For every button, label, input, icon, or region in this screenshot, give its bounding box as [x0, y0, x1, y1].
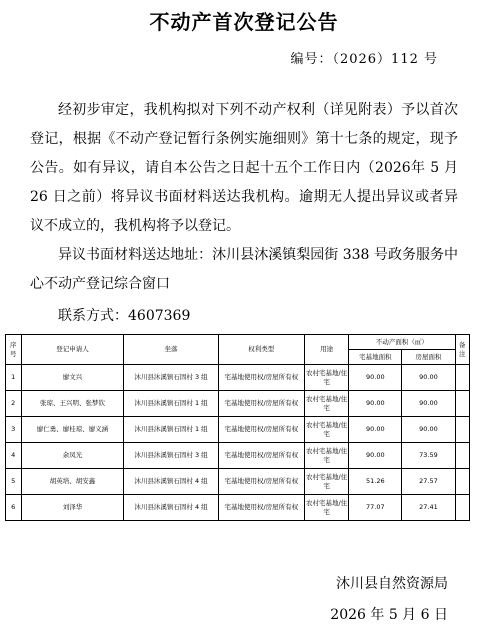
document-number: 编号：（2026）112 号 — [290, 52, 438, 67]
header-applicant: 登记申请人 — [21, 335, 124, 365]
cell-applicant: 刘泽华 — [21, 495, 124, 521]
cell-use: 农村宅基地/住宅 — [304, 417, 348, 443]
cell-right-type: 宅基地使用权/房屋所有权 — [218, 469, 304, 495]
header-remark: 备注 — [455, 335, 469, 365]
contact-info: 联系方式：4607369 — [58, 308, 191, 324]
cell-use: 农村宅基地/住宅 — [304, 443, 348, 469]
cell-index: 2 — [6, 391, 22, 417]
cell-location: 沐川县沐溪镇石固村 4 组 — [124, 469, 218, 495]
cell-remark — [455, 469, 469, 495]
cell-location: 沐川县沐溪镇石固村 3 组 — [124, 365, 218, 391]
cell-house-area: 90.00 — [402, 417, 455, 443]
cell-right-type: 宅基地使用权/房屋所有权 — [218, 443, 304, 469]
cell-applicant: 胡英培、胡安鑫 — [21, 469, 124, 495]
header-use: 用途 — [304, 335, 348, 365]
header-right-type: 权利类型 — [218, 335, 304, 365]
cell-use: 农村宅基地/住宅 — [304, 365, 348, 391]
cell-house-area: 27.57 — [402, 469, 455, 495]
cell-land-area: 77.07 — [349, 495, 402, 521]
issue-date: 2026 年 5 月 6 日 — [330, 607, 448, 623]
table-row — [6, 495, 470, 521]
table-row — [6, 469, 470, 495]
cell-remark — [455, 443, 469, 469]
cell-land-area: 90.00 — [349, 391, 402, 417]
header-index: 序号 — [6, 335, 22, 365]
header-land-area: 宅基地面积 — [349, 350, 402, 365]
cell-land-area: 90.00 — [349, 365, 402, 391]
cell-location: 沐川县沐溪镇石固村 1 组 — [124, 417, 218, 443]
notice-body — [30, 96, 458, 299]
table-header-row — [6, 335, 470, 350]
cell-index: 1 — [6, 365, 22, 391]
cell-remark — [455, 391, 469, 417]
cell-index: 5 — [6, 469, 22, 495]
cell-applicant: 廖文兴 — [21, 365, 124, 391]
table-row — [6, 391, 470, 417]
cell-location: 沐川县沐溪镇石固村 3 组 — [124, 443, 218, 469]
cell-remark — [455, 417, 469, 443]
cell-index: 3 — [6, 417, 22, 443]
cell-use: 农村宅基地/住宅 — [304, 391, 348, 417]
objection-address-paragraph: 异议书面材料送达地址：沐川县沐溪镇梨园街 338 号政务服务中心不动产登记综合窗口 — [30, 247, 458, 292]
cell-right-type: 宅基地使用权/房屋所有权 — [218, 495, 304, 521]
cell-use: 农村宅基地/住宅 — [304, 469, 348, 495]
table-row — [6, 365, 470, 391]
issuing-organization: 沐川县自然资源局 — [336, 576, 448, 592]
cell-house-area: 90.00 — [402, 365, 455, 391]
cell-applicant: 余凤光 — [21, 443, 124, 469]
cell-land-area: 90.00 — [349, 443, 402, 469]
cell-location: 沐川县沐溪镇石固村 4 组 — [124, 495, 218, 521]
cell-house-area: 90.00 — [402, 391, 455, 417]
header-house-area: 房屋面积 — [402, 350, 455, 365]
cell-index: 6 — [6, 495, 22, 521]
cell-location: 沐川县沐溪镇石固村 1 组 — [124, 391, 218, 417]
cell-index: 4 — [6, 443, 22, 469]
cell-land-area: 51.26 — [349, 469, 402, 495]
table-row — [6, 417, 470, 443]
cell-remark — [455, 495, 469, 521]
cell-right-type: 宅基地使用权/房屋所有权 — [218, 391, 304, 417]
header-location: 坐落 — [124, 335, 218, 365]
cell-use: 农村宅基地/住宅 — [304, 495, 348, 521]
table-row — [6, 443, 470, 469]
cell-house-area: 27.41 — [402, 495, 455, 521]
cell-applicant: 廖仁勇、廖桂琼、廖义涵 — [21, 417, 124, 443]
header-area-group: 不动产面积（㎡） — [349, 335, 455, 350]
cell-land-area: 90.00 — [349, 417, 402, 443]
cell-remark — [455, 365, 469, 391]
cell-right-type: 宅基地使用权/房屋所有权 — [218, 417, 304, 443]
cell-house-area: 73.59 — [402, 443, 455, 469]
cell-right-type: 宅基地使用权/房屋所有权 — [218, 365, 304, 391]
notice-paragraph: 经初步审定，我机构拟对下列不动产权利（详见附表）予以首次登记，根据《不动产登记暂行条例实施细则》第十七条的规定，现予公告。如有异议，请自本公告之日起十五个工作日内（2026年 5 月 26 日之前）将异议书面材料送达我机构。逾期无人提出异议或者异议不成立的，我机构将予以登记。 — [30, 102, 458, 234]
registration-table — [5, 334, 470, 521]
cell-applicant: 张琼、王兴明、张梦钦 — [21, 391, 124, 417]
notice-title: 不动产首次登记公告 — [149, 10, 339, 34]
